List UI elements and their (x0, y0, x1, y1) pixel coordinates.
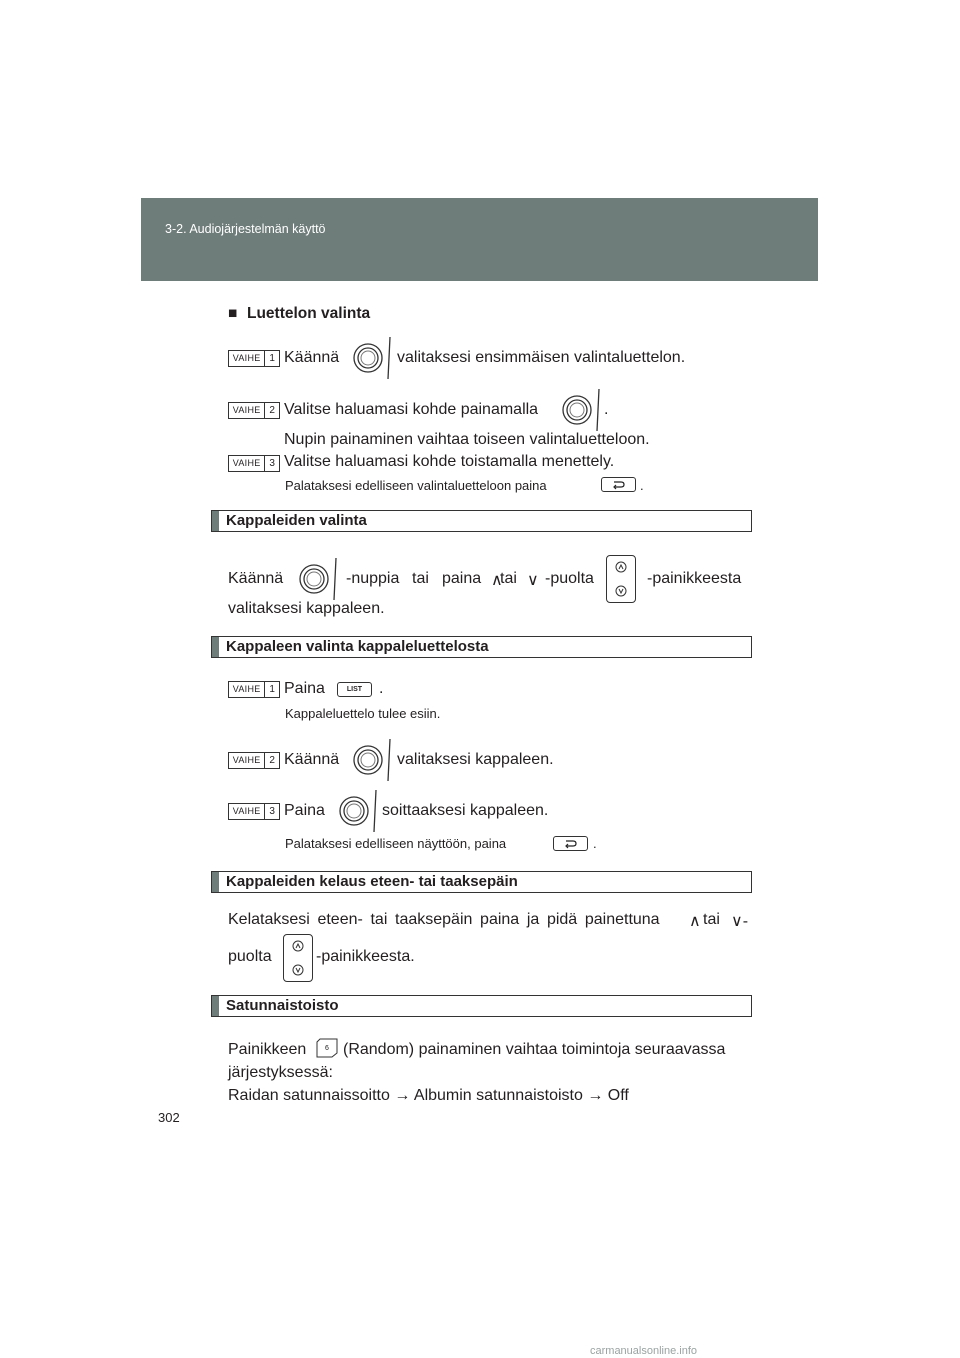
note-text: . (640, 478, 644, 493)
body-text: tai (500, 570, 517, 587)
tune-knob-icon (559, 387, 619, 433)
body-text: Painikkeen (228, 1041, 307, 1058)
section-title: Kappaleen valinta kappaleluettelosta (226, 638, 489, 655)
page-number: 302 (158, 1110, 180, 1125)
back-button-icon (553, 836, 588, 851)
step-text: Paina (284, 680, 325, 697)
body-text: puolta (228, 948, 272, 965)
note-text: Kappaleluettelo tulee esiin. (285, 706, 441, 721)
section-title: Satunnaistoisto (226, 997, 339, 1014)
step-badge: VAIHE 2 (228, 402, 280, 419)
list-button-icon: LIST (337, 682, 372, 697)
section-header (211, 636, 752, 658)
body-text: -painikkeesta (647, 570, 742, 587)
step-badge: VAIHE 1 (228, 350, 280, 367)
step-text: Nupin painaminen vaihtaa toiseen valintaluetteloon. (284, 431, 650, 448)
down-symbol: ∨- (731, 913, 749, 930)
body-text: -painikkeesta. (316, 948, 415, 965)
step-text: Valitse haluamasi kohde toistamalla menettely. (284, 453, 615, 470)
step-text: valitaksesi ensimmäisen valintaluettelon. (397, 349, 686, 366)
step-text: Käännä (284, 751, 340, 768)
step-text: valitaksesi kappaleen. (397, 751, 554, 768)
up-symbol: ∧ (491, 572, 503, 589)
footer-watermark: carmanualsonline.info (590, 1345, 698, 1357)
section-title: Kappaleiden valinta (226, 512, 367, 529)
step-text: soittaaksesi kappaleen. (382, 802, 549, 819)
note-text: . (593, 836, 597, 851)
step-text: Valitse haluamasi kohde painamalla (284, 401, 539, 418)
step-text: . (604, 401, 609, 418)
body-text: Raidan satunnaissoitto → Albumin satunnaistoisto → Off (228, 1087, 629, 1104)
preset-6-button-icon (316, 1038, 338, 1058)
step-badge: VAIHE 3 (228, 803, 280, 820)
note-text: Palataksesi edelliseen valintaluetteloon paina (285, 478, 547, 493)
step-badge: VAIHE 2 (228, 752, 280, 769)
section-header (211, 510, 752, 532)
body-text: Käännä (228, 570, 284, 587)
step-text: Käännä (284, 349, 340, 366)
step-text: . (379, 680, 384, 697)
chapter-header (141, 198, 818, 281)
subheading-marker: ■ (228, 305, 238, 322)
seek-button-icon (283, 934, 313, 982)
step-text: Paina (284, 802, 325, 819)
body-text: paina (442, 570, 482, 587)
body-text: -nuppia (346, 570, 400, 587)
section-title: Kappaleiden kelaus eteen- tai taaksepäin (226, 873, 518, 890)
body-text: valitaksesi kappaleen. (228, 600, 385, 617)
body-text: järjestyksessä: (228, 1064, 333, 1081)
step-badge: VAIHE 3 (228, 455, 280, 472)
body-text: -puolta (545, 570, 594, 587)
down-symbol: ∨ (527, 572, 539, 589)
section-header (211, 871, 752, 893)
body-text: tai (703, 911, 720, 928)
seek-button-icon (606, 555, 636, 603)
body-text: tai (412, 570, 429, 587)
up-symbol: ∧ (689, 913, 701, 930)
back-button-icon (601, 477, 636, 492)
note-text: Palataksesi edelliseen näyttöön, paina (285, 836, 507, 851)
chapter-title: 3-2. Audiojärjestelmän käyttö (165, 222, 326, 236)
section-header (211, 995, 752, 1017)
body-text: (Random) painaminen vaihtaa toimintoja seuraavassa (343, 1041, 726, 1058)
svg-text:6: 6 (325, 1045, 329, 1052)
step-badge: VAIHE 1 (228, 681, 280, 698)
subheading-luettelon-valinta: Luettelon valinta (247, 305, 371, 322)
body-text: Kelataksesi eteen- tai taaksepäin paina ja pidä painettuna (228, 911, 660, 928)
